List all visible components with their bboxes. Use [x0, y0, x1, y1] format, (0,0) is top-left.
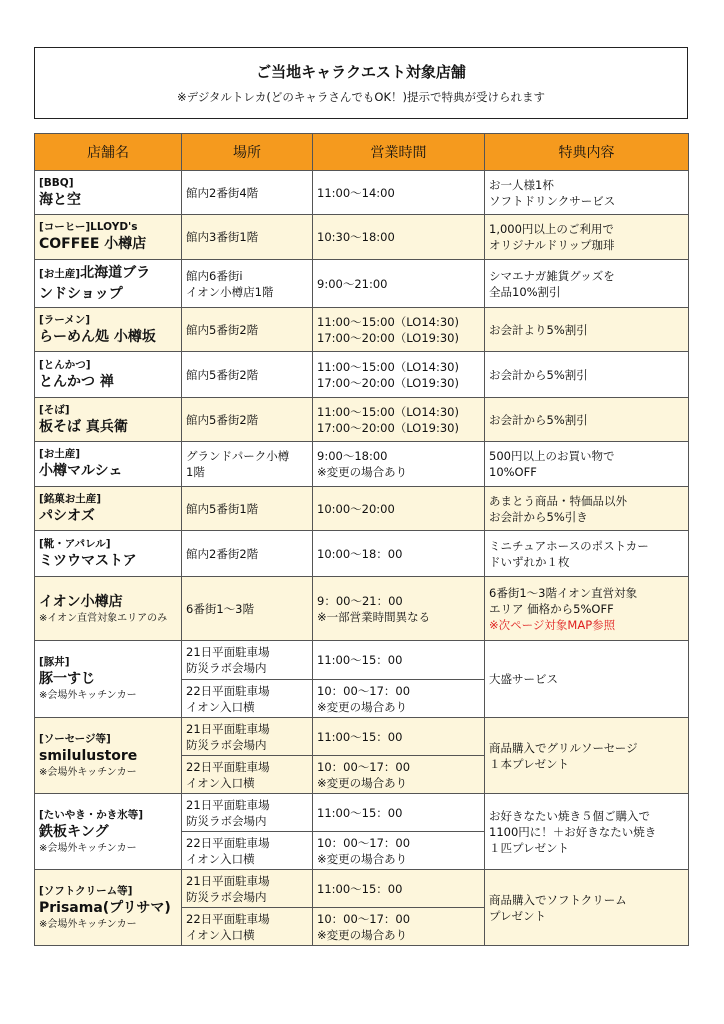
- location-cell: [182, 215, 313, 260]
- benefit-text: 1,000円以上のご利用で: [489, 222, 614, 236]
- location-cell: [182, 487, 313, 531]
- location-cell: [182, 260, 313, 308]
- benefit-text: お一人様1杯: [489, 177, 554, 192]
- page-subtitle: ※デジタルトレカ(どのキャラさんでもOK！)提示で特典が受けられます: [176, 90, 545, 104]
- hours-text: 17:00～20:00（LO19:30): [317, 420, 459, 435]
- hours-text: 17:00～20:00（LO19:30): [317, 330, 459, 345]
- location-text: イオン入口横: [186, 699, 255, 714]
- location-cell: [182, 870, 313, 908]
- store-cell: [35, 215, 182, 260]
- hours-text: ※変更の場合あり: [317, 775, 408, 790]
- benefit-text: お会計から5%割引: [489, 412, 588, 427]
- benefit-text: 商品購入でソフトクリーム: [489, 892, 627, 907]
- store-name: 板そば 真兵衛: [39, 418, 128, 435]
- table-row: [35, 531, 689, 577]
- location-text: 21日平面駐車場: [186, 645, 270, 659]
- benefit-cell: [485, 352, 689, 398]
- benefit-text: 商品購入でグリルソーセージ: [489, 740, 638, 755]
- location-text: 22日平面駐車場: [186, 759, 270, 774]
- benefit-text: ソフトドリンクサービス: [489, 193, 616, 208]
- title-box: [34, 47, 688, 119]
- hours-cell: [313, 442, 485, 487]
- hours-text: 11:00～15：00: [317, 881, 403, 896]
- location-text: 館内5番街2階: [186, 412, 259, 427]
- location-text: イオン入口横: [186, 775, 255, 790]
- location-cell: [182, 398, 313, 442]
- benefit-cell: [485, 171, 689, 215]
- hours-cell: [313, 870, 485, 908]
- hours-cell: [313, 794, 485, 832]
- location-text: 22日平面駐車場: [186, 835, 270, 850]
- table-row: [35, 308, 689, 352]
- location-cell: [182, 832, 313, 870]
- benefit-text: １本プレゼント: [489, 756, 570, 771]
- store-table: [34, 133, 689, 946]
- page-title: ご当地キャラクエスト対象店舗: [256, 63, 466, 81]
- benefit-text: お会計から5%割引: [489, 367, 588, 382]
- table-header-row: [35, 134, 689, 171]
- benefit-text: 6番街1～3階イオン直営対象: [489, 585, 638, 600]
- location-text: 1階: [186, 465, 205, 479]
- store-category: [お土産]: [39, 268, 81, 280]
- benefit-cell: [485, 442, 689, 487]
- benefit-text: シマエナガ雑貨グッズを: [489, 268, 615, 283]
- location-text: 館内5番街2階: [186, 367, 259, 382]
- store-category: [銘菓お土産]: [39, 492, 102, 505]
- store-cell: [35, 531, 182, 577]
- store-name: 鉄板キング: [39, 823, 109, 840]
- location-text: 館内2番街2階: [186, 546, 259, 561]
- hours-cell: [313, 531, 485, 577]
- column-header-benefit: 特典内容: [485, 134, 689, 171]
- location-cell: [182, 171, 313, 215]
- table-row: [35, 718, 689, 756]
- location-text: イオン入口横: [186, 927, 255, 942]
- hours-cell: [313, 260, 485, 308]
- store-name: 海と空: [39, 191, 81, 208]
- store-category: [ソーセージ等]: [39, 732, 111, 745]
- hours-text: 17:00～20:00（LO19:30): [317, 375, 459, 390]
- location-cell: [182, 794, 313, 832]
- benefit-cell: [485, 641, 689, 718]
- store-name: COFFEE 小樽店: [39, 236, 147, 252]
- location-text: イオン入口横: [186, 851, 255, 866]
- store-name: 小樽マルシェ: [39, 463, 123, 479]
- location-cell: [182, 308, 313, 352]
- benefit-cell: [485, 215, 689, 260]
- hours-text: 10:30～18:00: [317, 230, 395, 244]
- store-name: ミツウマストア: [39, 552, 137, 569]
- location-cell: [182, 756, 313, 794]
- hours-cell: [313, 756, 485, 794]
- store-cell: [35, 171, 182, 215]
- benefit-cell: [485, 870, 689, 946]
- benefit-cell: [485, 794, 689, 870]
- table-row: [35, 398, 689, 442]
- location-text: 館内6番街i: [186, 268, 243, 283]
- hours-text: 11:00～15:00（LO14:30): [317, 359, 459, 374]
- store-category: [靴・アパレル]: [39, 537, 111, 550]
- benefit-cell: [485, 308, 689, 352]
- benefit-cell: [485, 260, 689, 308]
- benefit-note: ※次ページ対象MAP参照: [489, 617, 616, 632]
- hours-text: 11:00～15:00（LO14:30): [317, 314, 459, 329]
- location-text: 22日平面駐車場: [186, 911, 270, 926]
- location-text: 館内2番街4階: [186, 185, 259, 200]
- store-note: ※会場外キッチンカー: [39, 690, 137, 701]
- hours-text: ※一部営業時間異なる: [317, 609, 431, 624]
- store-category: [とんかつ]: [39, 358, 91, 371]
- hours-cell: [313, 832, 485, 870]
- hours-cell: [313, 718, 485, 756]
- location-text: グランドパーク小樽: [186, 449, 290, 463]
- hours-text: 10:00～20:00: [317, 501, 395, 516]
- column-header-store: 店舗名: [35, 134, 182, 171]
- store-name: Prisama(プリサマ): [39, 899, 171, 916]
- benefit-cell: [485, 577, 689, 641]
- location-text: 防災ラボ会場内: [186, 661, 267, 675]
- benefit-text: 1100円に！＋お好きなたい焼き: [489, 824, 657, 839]
- hours-text: 10:00～18：00: [317, 546, 403, 561]
- benefit-text: エリア 価格から5%OFF: [489, 601, 614, 616]
- store-cell: [35, 870, 182, 946]
- table-row: [35, 870, 689, 908]
- hours-text: 11:00～15:00（LO14:30): [317, 404, 459, 419]
- hours-cell: [313, 352, 485, 398]
- benefit-text: お会計より5%割引: [489, 322, 588, 337]
- location-text: イオン小樽店1階: [186, 284, 274, 299]
- location-cell: [182, 531, 313, 577]
- table-row: [35, 487, 689, 531]
- location-cell: [182, 718, 313, 756]
- store-name: パシオズ: [39, 507, 95, 524]
- hours-cell: [313, 308, 485, 352]
- location-text: 21日平面駐車場: [186, 797, 270, 812]
- location-cell: [182, 641, 313, 680]
- store-name: イオン小樽店: [39, 593, 123, 610]
- benefit-cell: [485, 718, 689, 794]
- hours-text: 11:00～15：00: [317, 729, 403, 744]
- location-text: 防災ラボ会場内: [186, 737, 267, 752]
- store-note: ※会場外キッチンカー: [39, 766, 137, 778]
- store-cell: [35, 577, 182, 641]
- table-row: [35, 260, 689, 308]
- hours-cell: [313, 641, 485, 680]
- hours-cell: [313, 908, 485, 946]
- hours-cell: [313, 577, 485, 641]
- location-text: 21日平面駐車場: [186, 873, 270, 888]
- benefit-text: １匹プレゼント: [489, 840, 570, 855]
- store-name-cont: ンドショップ: [39, 286, 123, 302]
- hours-text: ※変更の場合あり: [317, 851, 408, 866]
- store-name: とんかつ 禅: [39, 373, 114, 390]
- hours-text: 10：00～17：00: [317, 835, 411, 850]
- benefit-cell: [485, 398, 689, 442]
- benefit-text: オリジナルドリップ珈琲: [489, 238, 615, 252]
- benefit-text: お好きなたい焼き５個ご購入で: [489, 808, 650, 823]
- location-cell: [182, 680, 313, 718]
- hours-text: 9：00～21：00: [317, 593, 403, 608]
- location-text: 防災ラボ会場内: [186, 889, 267, 904]
- benefit-cell: [485, 531, 689, 577]
- store-note: ※イオン直営対象エリアのみ: [39, 612, 168, 624]
- hours-text: ※変更の場合あり: [317, 465, 408, 479]
- hours-cell: [313, 680, 485, 718]
- benefit-text: プレゼント: [489, 908, 547, 923]
- table-row: [35, 442, 689, 487]
- store-cell: [35, 398, 182, 442]
- store-category: [コーヒー]LLOYD's: [39, 221, 138, 233]
- benefit-text: 大盛サービス: [489, 672, 558, 686]
- store-category: [BBQ]: [39, 176, 74, 189]
- store-name: smilulustore: [39, 747, 138, 764]
- column-header-location: 場所: [182, 134, 313, 171]
- hours-text: 10：00～17：00: [317, 911, 411, 926]
- location-text: 館内5番街2階: [186, 322, 259, 337]
- store-cell: [35, 718, 182, 794]
- hours-text: 11:00～15：00: [317, 653, 403, 667]
- location-text: 22日平面駐車場: [186, 683, 270, 698]
- hours-text: 11:00～14:00: [317, 185, 395, 200]
- hours-text: 10：00～17：00: [317, 759, 411, 774]
- benefit-text: 全品10%割引: [489, 284, 561, 299]
- table-row: [35, 171, 689, 215]
- location-text: 防災ラボ会場内: [186, 813, 267, 828]
- store-cell: [35, 442, 182, 487]
- benefit-text: 10%OFF: [489, 465, 537, 479]
- store-cell: [35, 308, 182, 352]
- benefit-text: お会計から5%引き: [489, 509, 588, 524]
- table-row: [35, 215, 689, 260]
- hours-cell: [313, 398, 485, 442]
- store-category: [そば]: [39, 403, 70, 416]
- benefit-text: 500円以上のお買い物で: [489, 449, 615, 463]
- store-cell: [35, 352, 182, 398]
- store-category: [ソフトクリーム等]: [39, 884, 133, 897]
- hours-text: ※変更の場合あり: [317, 927, 408, 942]
- location-cell: [182, 577, 313, 641]
- hours-text: 9:00～18:00: [317, 449, 388, 463]
- store-name: 豚一すじ: [39, 671, 95, 687]
- store-note: ※会場外キッチンカー: [39, 842, 137, 854]
- hours-cell: [313, 215, 485, 260]
- table-row: [35, 794, 689, 832]
- hours-text: ※変更の場合あり: [317, 699, 408, 714]
- location-text: 館内3番街1階: [186, 230, 259, 244]
- store-category: [豚丼]: [39, 656, 70, 668]
- store-cell: [35, 794, 182, 870]
- location-text: 6番街1～3階: [186, 601, 254, 616]
- hours-text: 9:00～21:00: [317, 276, 388, 291]
- column-header-hours: 営業時間: [313, 134, 485, 171]
- hours-text: 11:00～15：00: [317, 805, 403, 820]
- benefit-text: ミニチュアホースのポストカー: [489, 538, 649, 553]
- hours-cell: [313, 487, 485, 531]
- store-cell: [35, 641, 182, 718]
- location-cell: [182, 352, 313, 398]
- hours-cell: [313, 171, 485, 215]
- store-name: [お土産]北海道ブラ: [39, 265, 151, 281]
- location-cell: [182, 908, 313, 946]
- benefit-text: あまとう商品・特価品以外: [489, 493, 627, 508]
- store-category: [お土産]: [39, 448, 81, 460]
- store-category: [たいやき・かき氷等]: [39, 808, 144, 821]
- store-note: ※会場外キッチンカー: [39, 918, 137, 930]
- benefit-text: ドいずれか１枚: [489, 554, 570, 569]
- store-cell: [35, 260, 182, 308]
- table-row: [35, 577, 689, 641]
- benefit-cell: [485, 487, 689, 531]
- store-category: [ラーメン]: [39, 313, 91, 326]
- store-name: らーめん処 小樽坂: [39, 328, 156, 345]
- table-row: [35, 641, 689, 680]
- store-cell: [35, 487, 182, 531]
- location-text: 21日平面駐車場: [186, 721, 270, 736]
- location-text: 館内5番街1階: [186, 501, 259, 516]
- location-cell: [182, 442, 313, 487]
- hours-text: 10：00～17：00: [317, 683, 411, 698]
- table-row: [35, 352, 689, 398]
